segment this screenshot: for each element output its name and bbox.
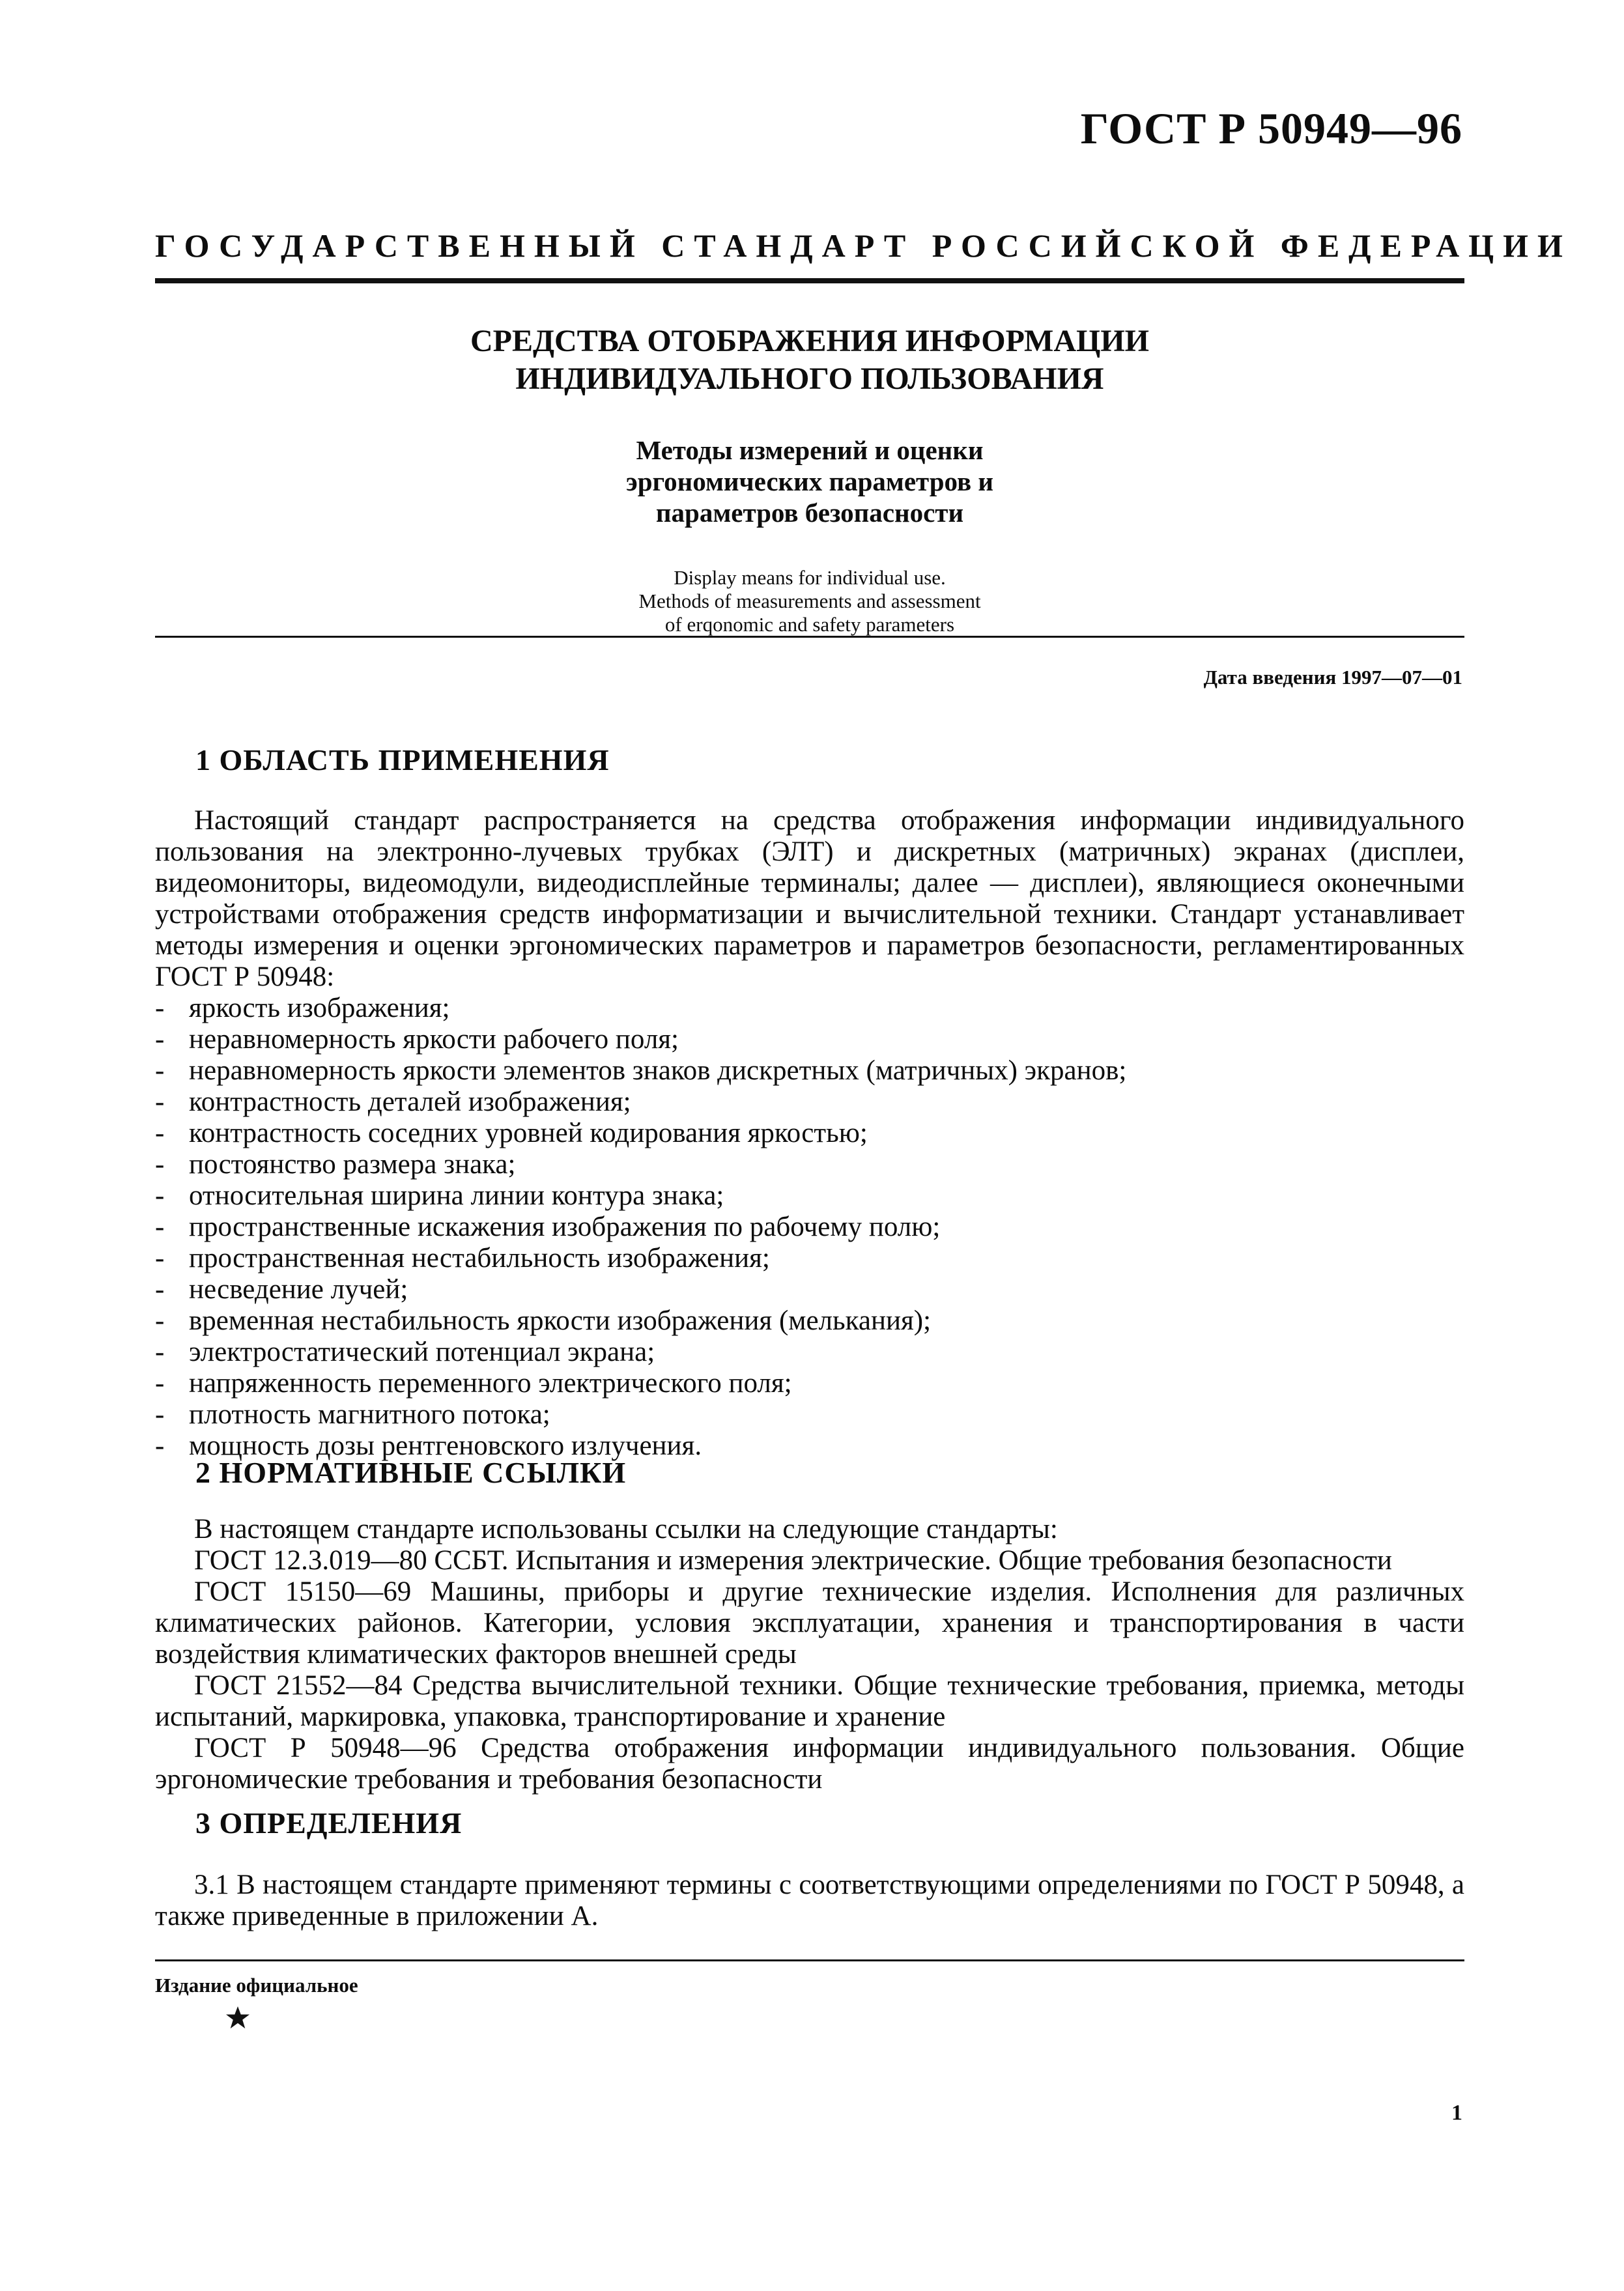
section-2-heading: 2 НОРМАТИВНЫЕ ССЫЛКИ (195, 1456, 627, 1489)
subtitle-block (155, 434, 1464, 528)
title-line-2: ИНДИВИДУАЛЬНОГО ПОЛЬЗОВАНИЯ (515, 362, 1104, 396)
title-block (155, 322, 1464, 636)
list-item: - плотность магнитного потока; (155, 1399, 550, 1430)
list-item: - пространственная нестабильность изображения; (155, 1243, 770, 1274)
section-3-body (155, 1870, 1464, 1932)
list-item: - неравномерность яркости элементов знаков дискретных (матричных) экранов; (155, 1055, 1127, 1086)
parameter-list (155, 993, 1464, 1462)
reference-item: ГОСТ Р 50948—96 Средства отображения информации индивидуального пользования. Общие эргономические требования и требования безопасности (155, 1733, 1464, 1795)
list-item: - яркость изображения; (155, 993, 450, 1023)
section-1-body (155, 805, 1464, 1462)
english-title-line-2: Methods of measurements and assessment (638, 590, 981, 612)
english-title-block (155, 566, 1464, 636)
introduction-date: Дата введения 1997—07—01 (1203, 666, 1462, 689)
subtitle-line-3: параметров безопасности (655, 498, 964, 528)
subtitle-line-1: Методы измерений и оценки (636, 435, 984, 465)
section-1-paragraph: Настоящий стандарт распространяется на средства отображения информации индивидуального пользования на электронно-лучевых трубках (ЭЛТ) и дискретных (матричных) экранах (дисплеи, видеомониторы, видеомодули, видеодисплейные терминалы; далее — дисплеи), являющиеся оконечными устройствами отображения средств информатизации и вычислительной техники. Стандарт устанавливает методы измерения и оценки эргономических параметров и параметров безопасности, регламентированных ГОСТ Р 50948: (155, 805, 1464, 992)
section-1-heading: 1 ОБЛАСТЬ ПРИМЕНЕНИЯ (195, 743, 610, 776)
english-title-line-1: Display means for individual use. (674, 566, 946, 589)
list-item: - временная нестабильность яркости изображения (мелькания); (155, 1305, 932, 1336)
list-item: - напряженность переменного электрического поля; (155, 1368, 792, 1399)
subtitle-line-2: эргономических параметров и (625, 466, 993, 496)
gost-number: ГОСТ Р 50949—96 (1080, 104, 1462, 153)
list-item: - контрастность деталей изображения; (155, 1087, 631, 1117)
reference-item: ГОСТ 12.3.019—80 ССБТ. Испытания и измерения электрические. Общие требования безопасности (194, 1545, 1392, 1576)
star-icon (225, 2005, 251, 2031)
edition-label: Издание официальное (155, 1974, 358, 1997)
english-title-line-3: of erqonomic and safety parameters (664, 613, 955, 636)
section-2-body (155, 1514, 1464, 1795)
section-3-paragraph: 3.1 В настоящем стандарте применяют термины с соответствующими определениями по ГОСТ Р 50948, а также приведенные в приложении А. (155, 1870, 1464, 1931)
list-item: - пространственные искажения изображения по рабочему полю; (155, 1212, 941, 1242)
list-item: - относительная ширина линии контура знака; (155, 1180, 724, 1211)
section-2-intro: В настоящем стандарте использованы ссылки на следующие стандарты: (194, 1514, 1058, 1544)
title-rule (155, 636, 1464, 638)
header-rule (155, 278, 1464, 283)
list-item: - электростатический потенциал экрана; (155, 1337, 655, 1367)
reference-item: ГОСТ 21552—84 Средства вычислительной техники. Общие технические требования, приемка, методы испытаний, маркировка, упаковка, транспортирование и хранение (155, 1670, 1464, 1732)
title-line-1: СРЕДСТВА ОТОБРАЖЕНИЯ ИНФОРМАЦИИ (470, 324, 1149, 358)
list-item: - постоянство размера знака; (155, 1149, 516, 1180)
list-item: - неравномерность яркости рабочего поля; (155, 1024, 679, 1055)
state-standard-banner: ГОСУДАРСТВЕННЫЙ СТАНДАРТ РОССИЙСКОЙ ФЕДЕРАЦИИ (155, 227, 1572, 264)
list-item: - контрастность соседних уровней кодирования яркостью; (155, 1118, 868, 1148)
list-item: - несведение лучей; (155, 1274, 408, 1305)
section-3-heading: 3 ОПРЕДЕЛЕНИЯ (195, 1806, 463, 1840)
page-number: 1 (1451, 2101, 1462, 2125)
reference-item: ГОСТ 15150—69 Машины, приборы и другие технические изделия. Исполнения для различных климатических районов. Категории, условия эксплуатации, хранения и транспортирования в части воздействия климатических факторов внешней среды (155, 1576, 1464, 1670)
list-item: - мощность дозы рентгеновского излучения. (155, 1430, 702, 1461)
footer-rule (155, 1959, 1464, 1961)
